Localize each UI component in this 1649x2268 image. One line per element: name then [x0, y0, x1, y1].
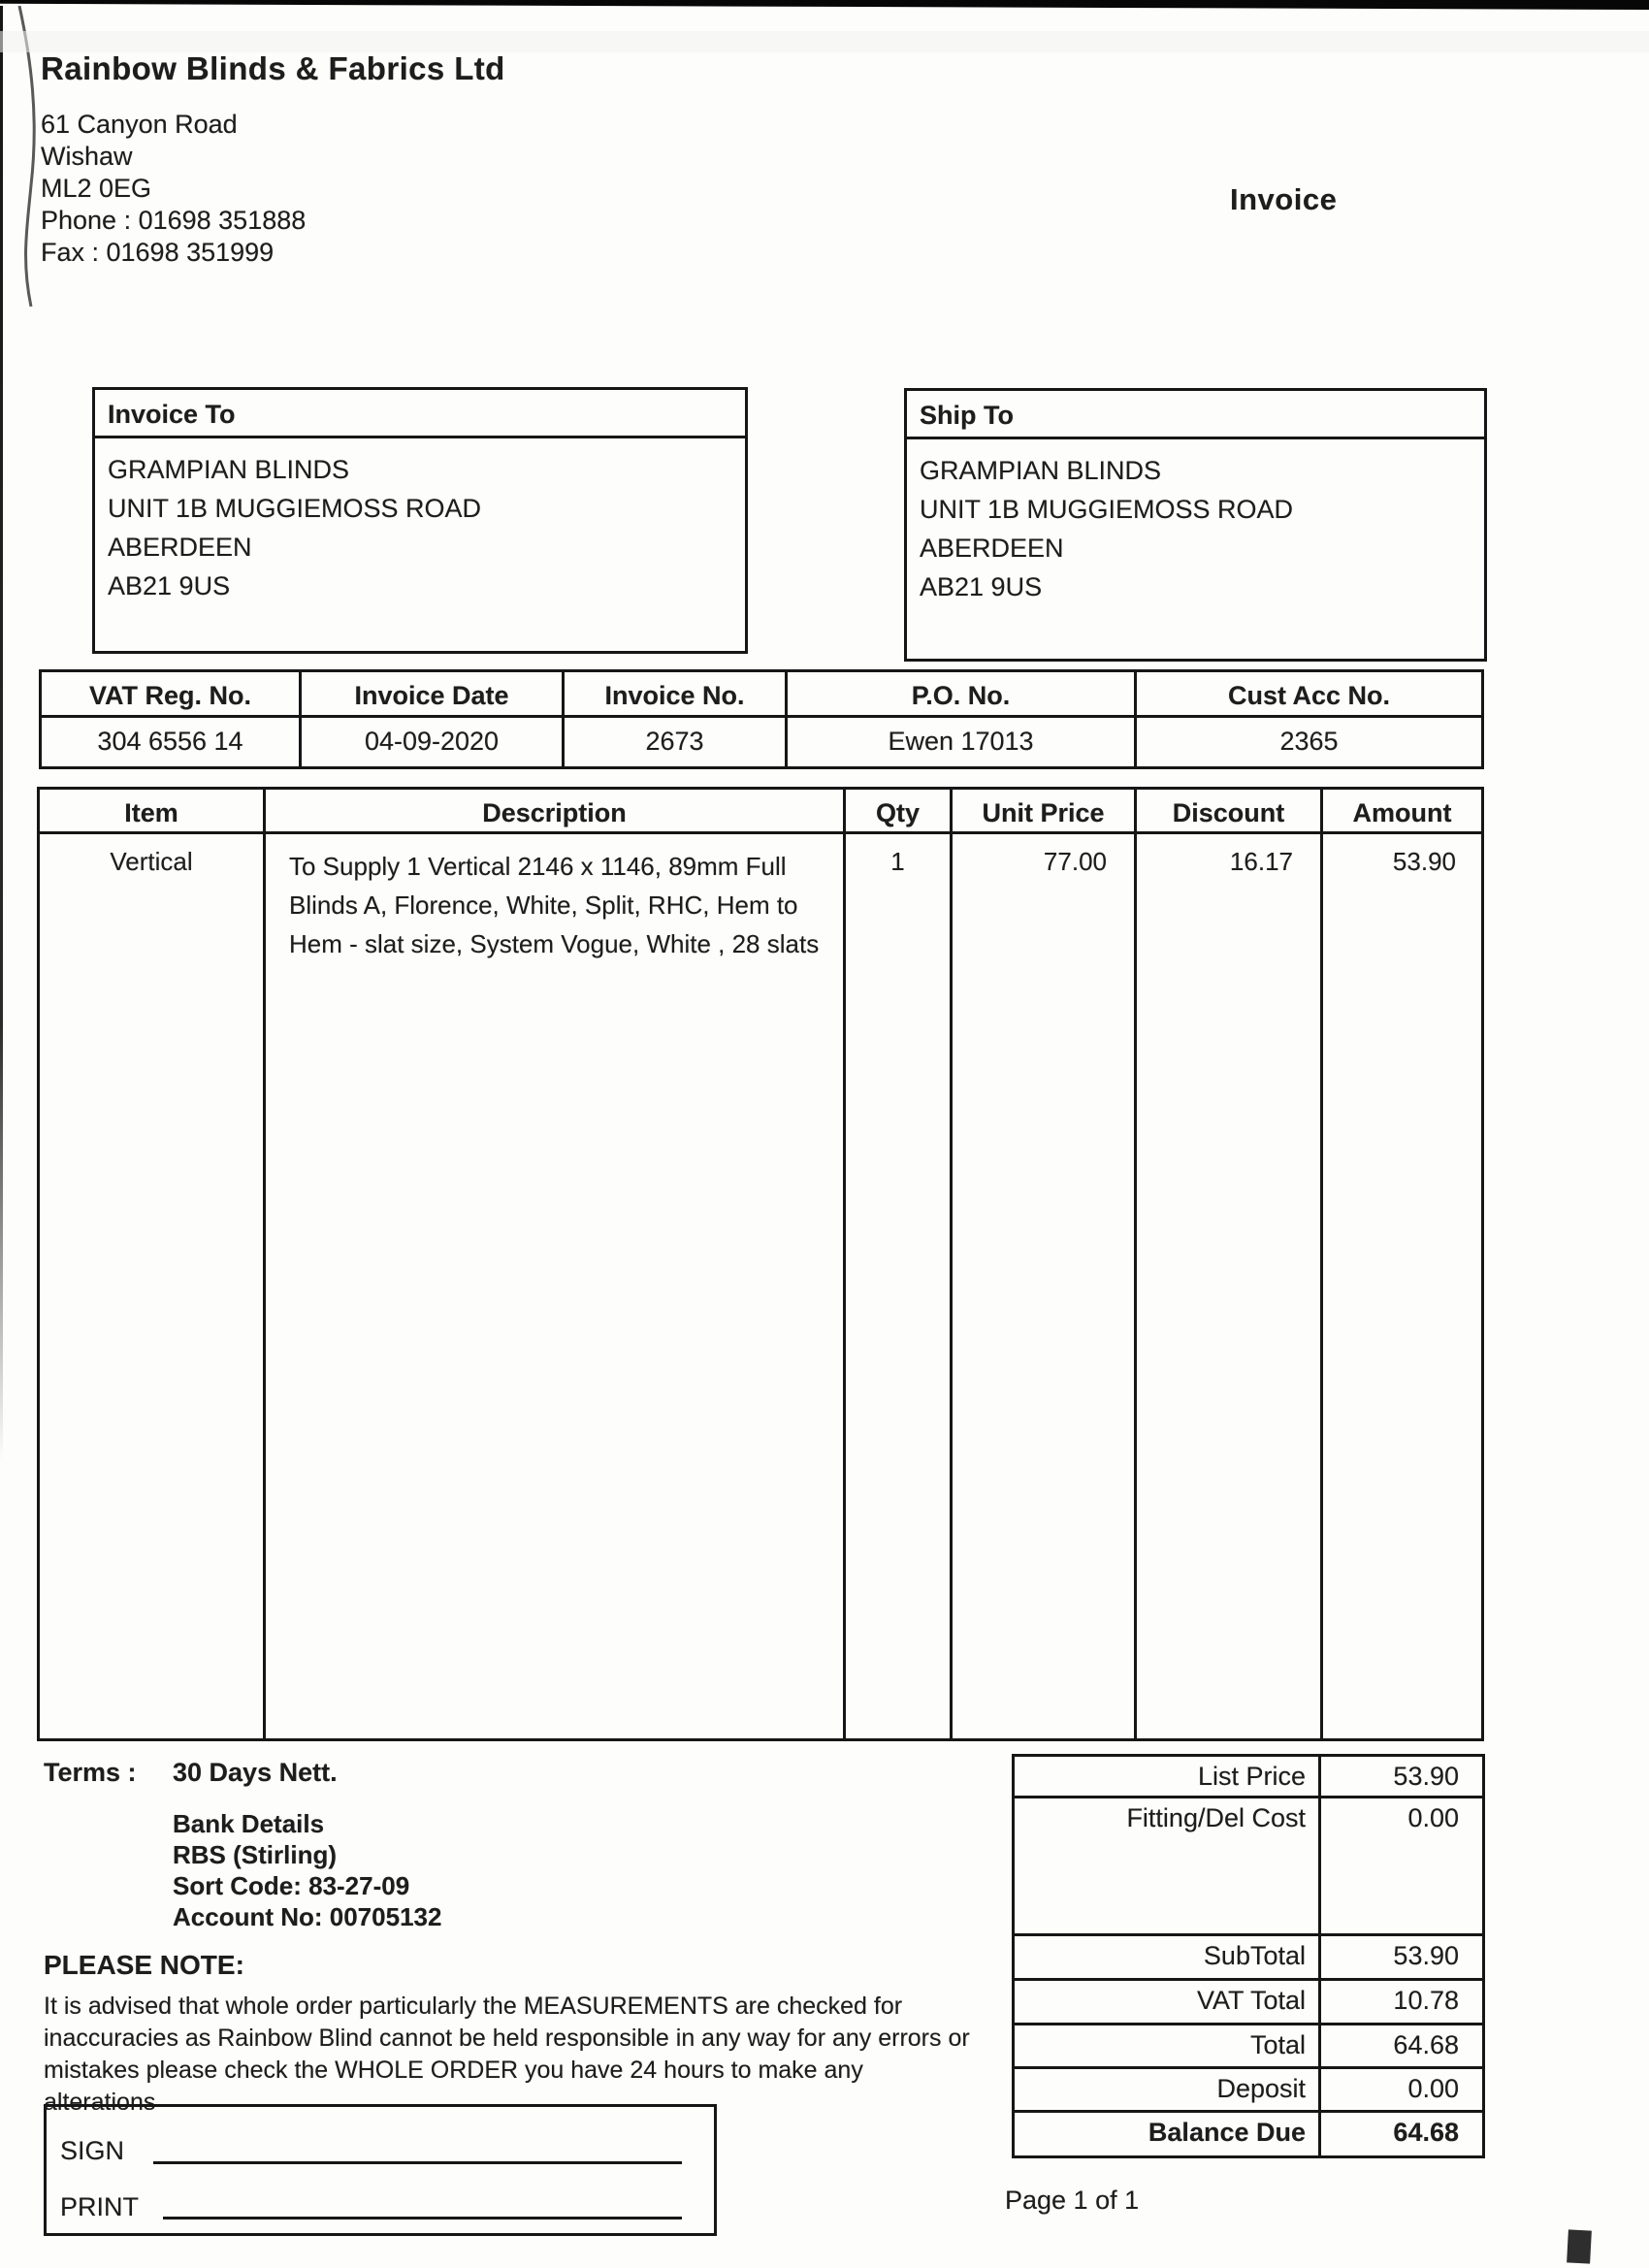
- scan-mark-bottom-right: [1567, 2229, 1592, 2263]
- totals-label-list-price: List Price: [1015, 1757, 1321, 1796]
- invoice-to-line: UNIT 1B MUGGIEMOSS ROAD: [108, 494, 482, 523]
- invoice-to-line: ABERDEEN: [108, 533, 252, 562]
- totals-label-deposit: Deposit: [1015, 2069, 1321, 2110]
- ship-to-line: UNIT 1B MUGGIEMOSS ROAD: [920, 495, 1294, 524]
- totals-table: [1012, 1754, 1485, 2158]
- company-fax: Fax : 01698 351999: [41, 238, 275, 267]
- terms-value: 30 Days Nett.: [173, 1758, 338, 1787]
- totals-label-fitting-del-cost: Fitting/Del Cost: [1015, 1798, 1321, 1933]
- terms-label: Terms :: [44, 1758, 137, 1787]
- meta-value-cust-acc: 2365: [1134, 718, 1481, 766]
- bank-sort-code: Sort Code: 83-27-09: [173, 1871, 410, 1900]
- invoice-to-label: Invoice To: [95, 390, 745, 438]
- items-header-unit-price: Unit Price: [953, 790, 1134, 834]
- document-title: Invoice: [1230, 182, 1338, 216]
- totals-label-total: Total: [1015, 2025, 1321, 2066]
- item-cell-discount: 16.17: [1229, 847, 1293, 876]
- company-phone: Phone : 01698 351888: [41, 206, 307, 235]
- items-header-qty: Qty: [846, 790, 950, 834]
- item-cell-amount: 53.90: [1392, 847, 1456, 876]
- company-address-line2: Wishaw: [41, 142, 133, 171]
- totals-row-total: [1015, 2023, 1482, 2066]
- items-column-unit-price: [950, 790, 1134, 1738]
- scan-band: [0, 31, 1649, 52]
- meta-header-invoice-date: Invoice Date: [299, 672, 562, 715]
- invoice-to-box: [92, 387, 748, 654]
- meta-value-row: [42, 718, 1481, 766]
- bank-name: RBS (Stirling): [173, 1840, 337, 1869]
- ship-to-line: ABERDEEN: [920, 534, 1064, 563]
- ship-to-label: Ship To: [907, 391, 1484, 439]
- meta-header-row: [42, 672, 1481, 718]
- bank-account-no: Account No: 00705132: [173, 1902, 442, 1931]
- bank-details: [173, 1808, 441, 1932]
- please-note-title: PLEASE NOTE:: [44, 1950, 244, 1980]
- items-header-discount: Discount: [1137, 790, 1320, 834]
- invoice-to-line: AB21 9US: [108, 571, 231, 600]
- totals-value-subtotal: 53.90: [1393, 1941, 1459, 1970]
- sign-label: SIGN: [60, 2136, 125, 2165]
- bank-details-title: Bank Details: [173, 1809, 325, 1838]
- company-address-line3: ML2 0EG: [41, 174, 152, 203]
- totals-value-balance-due: 64.68: [1393, 2118, 1459, 2147]
- meta-value-po-no: Ewen 17013: [785, 718, 1134, 766]
- invoice-to-line: GRAMPIAN BLINDS: [108, 455, 350, 484]
- totals-row-list-price: [1015, 1757, 1482, 1796]
- items-header-item: Item: [40, 790, 263, 834]
- ship-to-line: AB21 9US: [920, 572, 1043, 601]
- totals-label-vat-total: VAT Total: [1015, 1981, 1321, 2023]
- items-column-item: [40, 790, 263, 1738]
- totals-value-list-price: 53.90: [1393, 1762, 1459, 1791]
- items-column-description: [263, 790, 843, 1738]
- totals-value-total: 64.68: [1393, 2030, 1459, 2059]
- item-cell-qty: 1: [890, 847, 905, 876]
- item-description-line: To Supply 1 Vertical 2146 x 1146, 89mm Full: [289, 852, 787, 881]
- totals-value-vat-total: 10.78: [1393, 1986, 1459, 2015]
- totals-label-balance-due: Balance Due: [1015, 2113, 1321, 2155]
- print-label: PRINT: [60, 2192, 139, 2221]
- items-header-amount: Amount: [1323, 790, 1481, 834]
- totals-row-subtotal: [1015, 1933, 1482, 1978]
- item-description-line: Hem - slat size, System Vogue, White , 28 slats: [289, 929, 820, 958]
- sign-line: [153, 2161, 682, 2164]
- ship-to-address: [907, 439, 1484, 606]
- meta-value-invoice-no: 2673: [562, 718, 785, 766]
- please-note-body: It is advised that whole order particularly the MEASUREMENTS are checked for inaccuracies as Rainbow Blind cannot be held responsible in any way for any errors or mistakes please check the WHOLE ORDER you have 24 hours to make any alterations: [44, 1993, 970, 2116]
- meta-header-cust-acc: Cust Acc No.: [1134, 672, 1481, 715]
- ship-to-box: [904, 388, 1487, 662]
- company-address-line1: 61 Canyon Road: [41, 110, 238, 139]
- totals-row-fitting-del-cost: [1015, 1796, 1482, 1933]
- totals-value-deposit: 0.00: [1407, 2074, 1459, 2103]
- meta-header-po-no: P.O. No.: [785, 672, 1134, 715]
- meta-value-invoice-date: 04-09-2020: [299, 718, 562, 766]
- invoice-meta-table: [39, 669, 1484, 769]
- meta-value-vat-reg: 304 6556 14: [97, 727, 243, 756]
- item-description-line: Blinds A, Florence, White, Split, RHC, Hem to: [289, 891, 798, 920]
- items-column-qty: [843, 790, 950, 1738]
- totals-label-subtotal: SubTotal: [1015, 1936, 1321, 1978]
- items-column-discount: [1134, 790, 1320, 1738]
- print-line: [163, 2217, 682, 2219]
- totals-row-deposit: [1015, 2066, 1482, 2110]
- company-header: [41, 50, 505, 269]
- line-items-table: [37, 787, 1484, 1741]
- item-cell-description: [266, 834, 843, 963]
- totals-value-fitting-del-cost: 0.00: [1407, 1803, 1459, 1832]
- company-address: [41, 109, 505, 269]
- totals-row-balance-due: [1015, 2110, 1482, 2155]
- meta-header-invoice-no: Invoice No.: [562, 672, 785, 715]
- ship-to-line: GRAMPIAN BLINDS: [920, 456, 1162, 485]
- totals-row-vat-total: [1015, 1978, 1482, 2023]
- company-name: Rainbow Blinds & Fabrics Ltd: [41, 50, 505, 86]
- scan-edge-top: [0, 0, 1649, 10]
- item-cell-unit-price: 77.00: [1043, 847, 1107, 876]
- meta-header-vat-reg: VAT Reg. No.: [89, 681, 251, 710]
- signature-box: [44, 2104, 717, 2236]
- items-column-amount: [1320, 790, 1481, 1738]
- item-cell-item: Vertical: [110, 847, 193, 876]
- invoice-to-address: [95, 438, 745, 605]
- items-header-description: Description: [266, 790, 843, 834]
- page-number: Page 1 of 1: [1005, 2186, 1140, 2215]
